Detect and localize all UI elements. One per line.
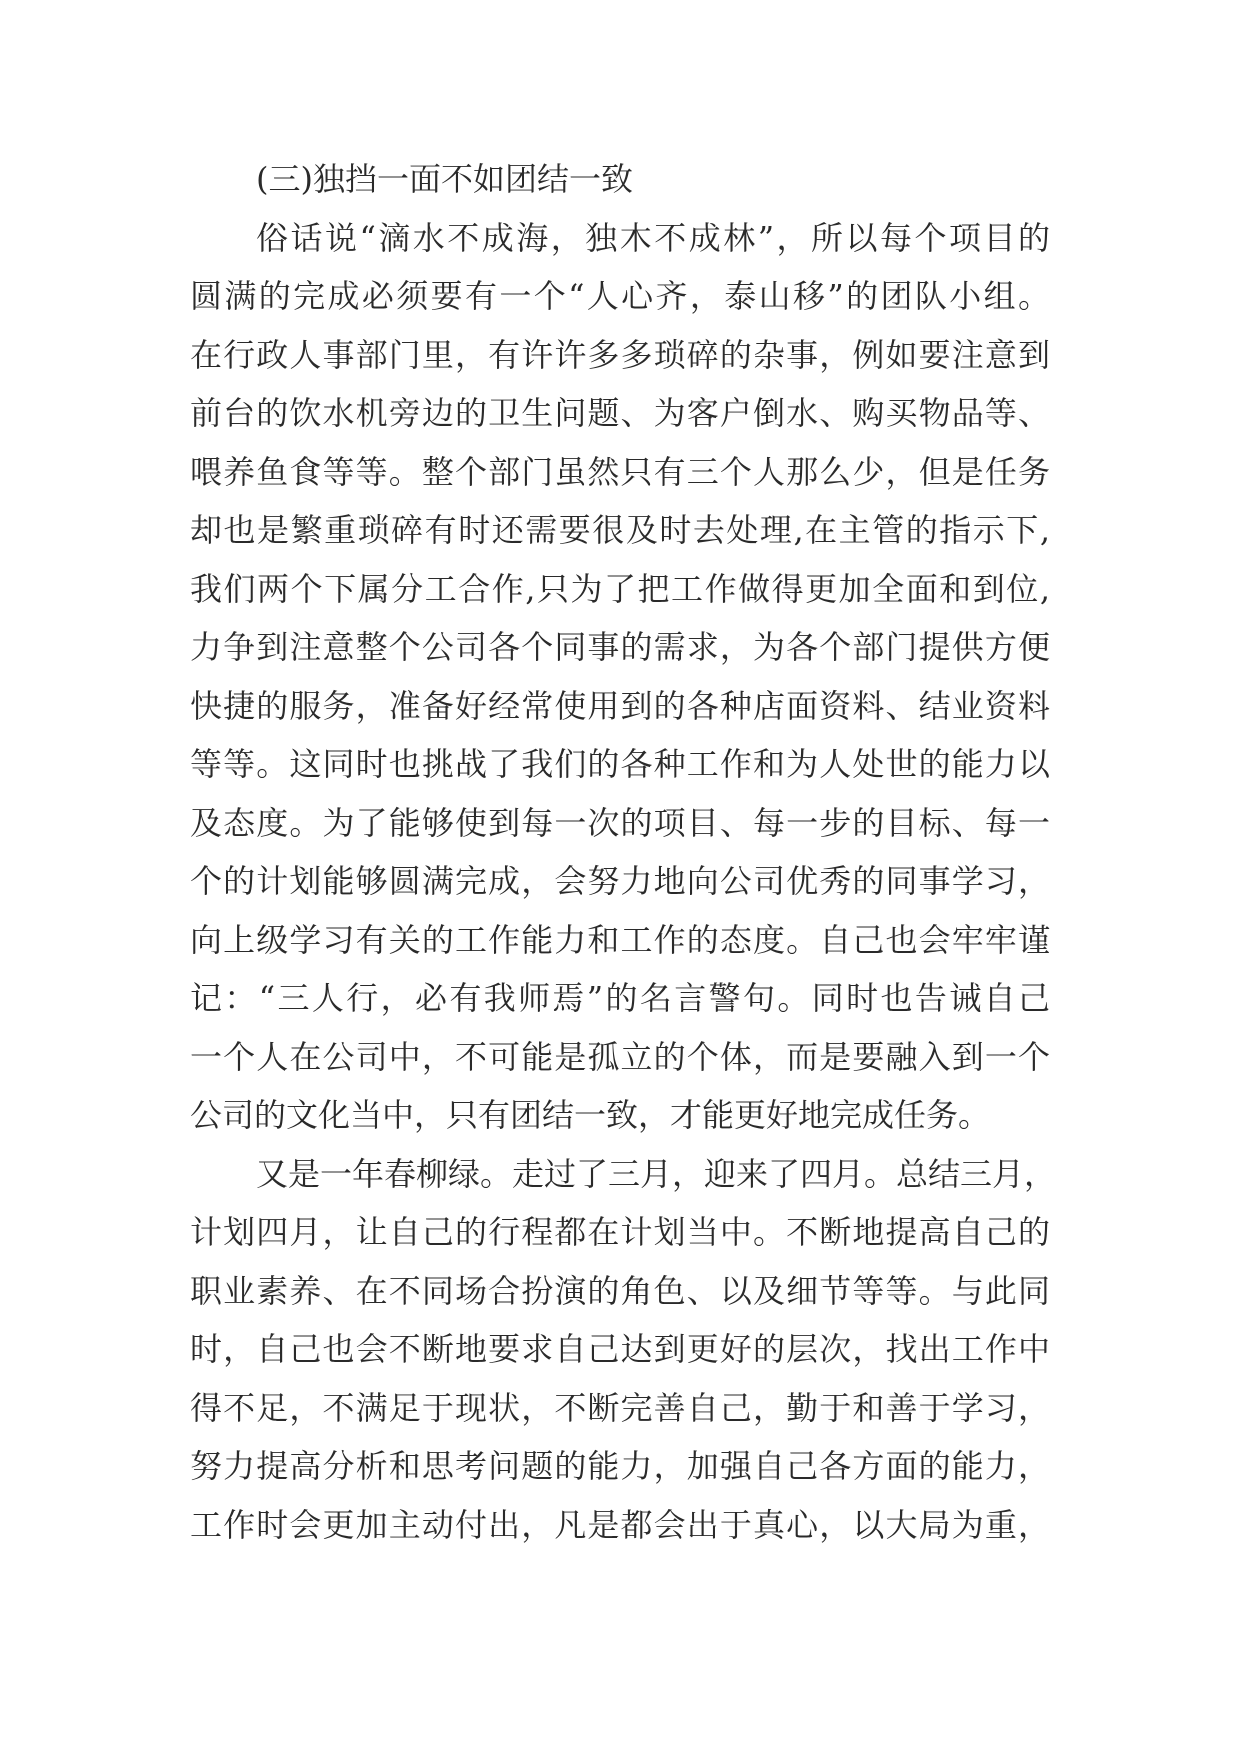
text-line: 得不足，不满足于现状，不断完善自己，勤于和善于学习， — [190, 1388, 1050, 1427]
text-line: 等等。这同时也挑战了我们的各种工作和为人处世的能力以 — [190, 745, 1050, 783]
text-line: 一个人在公司中，不可能是孤立的个体，而是要融入到一个 — [190, 1037, 1050, 1076]
text-line: 向上级学习有关的工作能力和工作的态度。自己也会牢牢谨 — [190, 920, 1050, 959]
text-line: 快捷的服务，准备好经常使用到的各种店面资料、结业资料 — [190, 686, 1050, 725]
text-line: 力争到注意整个公司各个同事的需求，为各个部门提供方便 — [190, 628, 1050, 666]
text-line: 记：“三人行，必有我师焉”的名言警句。同时也告诫自己 — [190, 979, 1050, 1017]
paragraph-1 — [190, 209, 1050, 1145]
paragraph-2 — [190, 1145, 1057, 1555]
text-line: 圆满的完成必须要有一个“人心齐，泰山移”的团队小组。 — [190, 277, 1050, 315]
text-line: 俗话说“滴水不成海，独木不成林”，所以每个项目的 — [256, 218, 1050, 257]
text-line: 努力提高分析和思考问题的能力，加强自己各方面的能力， — [190, 1447, 1050, 1485]
text-line: 工作时会更加主动付出，凡是都会出于真心，以大局为重， — [190, 1505, 1050, 1544]
text-line: 计划四月，让自己的行程都在计划当中。不断地提高自己的 — [190, 1213, 1050, 1251]
text-line: 在行政人事部门里，有许许多多琐碎的杂事，例如要注意到 — [190, 335, 1050, 374]
text-line: 时，自己也会不断地要求自己达到更好的层次，找出工作中 — [190, 1330, 1050, 1368]
text-line: 却也是繁重琐碎有时还需要很及时去处理,在主管的指示下, — [190, 511, 1050, 549]
text-line: 及态度。为了能够使到每一次的项目、每一步的目标、每一 — [190, 803, 1050, 842]
document-body — [190, 150, 1057, 1554]
text-line: 前台的饮水机旁边的卫生问题、为客户倒水、购买物品等、 — [190, 394, 1050, 432]
text-line: 职业素养、在不同场合扮演的角色、以及细节等等。与此同 — [190, 1271, 1050, 1310]
text-line: 喂养鱼食等等。整个部门虽然只有三个人那么少，但是任务 — [190, 452, 1050, 491]
text-line: 我们两个下属分工合作,只为了把工作做得更加全面和到位, — [190, 569, 1050, 608]
section-heading: (三)独挡一面不如团结一致 — [256, 160, 633, 198]
text-line: 个的计划能够圆满完成，会努力地向公司优秀的同事学习， — [190, 862, 1050, 900]
text-line: 公司的文化当中，只有团结一致，才能更好地完成任务。 — [190, 1096, 991, 1134]
text-line: 又是一年春柳绿。走过了三月，迎来了四月。总结三月， — [256, 1154, 1057, 1193]
